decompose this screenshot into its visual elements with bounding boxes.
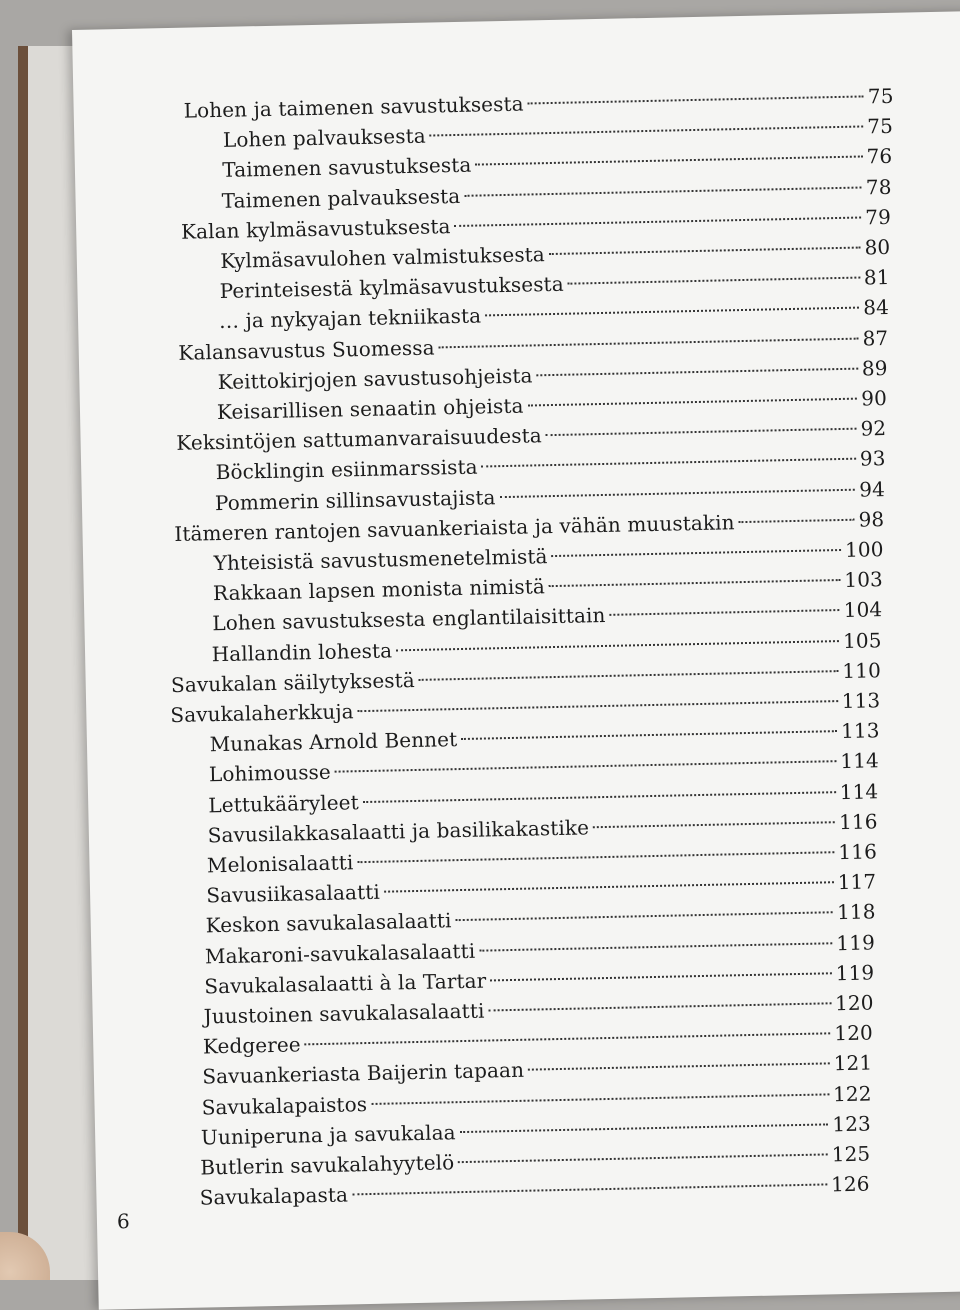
dot-leader	[458, 1153, 828, 1163]
toc-entry-page: 104	[843, 597, 883, 623]
dot-leader	[419, 670, 839, 681]
toc-entry-page: 119	[835, 960, 875, 986]
table-of-contents	[72, 11, 960, 1210]
toc-entry-page: 113	[840, 718, 880, 744]
dot-leader	[455, 912, 833, 922]
toc-entry-title: Hallandin lohesta	[211, 638, 393, 666]
page-number: 6	[116, 1209, 130, 1234]
toc-entry-title: Yhteisistä savustusmenetelmistä	[213, 544, 548, 576]
toc-entry-title: Keksintöjen sattumanvaraisuudesta	[176, 423, 543, 456]
toc-entry-title: Savukalapasta	[199, 1182, 349, 1210]
toc-entry-page: 80	[864, 234, 891, 260]
toc-entry-title: Uuniperuna ja savukalaa	[200, 1120, 456, 1150]
toc-entry-title: Makaroni-savukalasalaatti	[204, 938, 476, 969]
dot-leader	[528, 95, 864, 104]
toc-entry-page: 117	[837, 869, 877, 895]
toc-entry-page: 126	[830, 1171, 870, 1197]
toc-entry-page: 81	[863, 265, 890, 290]
toc-entry-title: Kalansavustus Suomessa	[178, 335, 435, 365]
dot-leader	[430, 126, 864, 137]
dot-leader	[460, 1123, 829, 1133]
dot-leader	[499, 488, 855, 497]
toc-entry-page: 119	[836, 929, 876, 955]
dot-leader	[464, 186, 862, 196]
toc-entry-page: 123	[832, 1111, 872, 1137]
toc-entry-title: Savukalapaistos	[201, 1091, 368, 1120]
toc-entry-title: Savukalaherkkuja	[170, 699, 354, 728]
dot-leader	[352, 1184, 827, 1196]
toc-entry-page: 76	[866, 144, 893, 169]
toc-entry-page: 105	[842, 627, 882, 653]
toc-entry-title: Lohen palvauksesta	[222, 123, 426, 153]
toc-entry-page: 79	[864, 204, 892, 230]
toc-entry-page: 116	[838, 809, 878, 834]
toc-entry-page: 120	[834, 990, 874, 1016]
toc-entry-page: 113	[841, 688, 881, 714]
toc-entry-page: 94	[858, 476, 886, 502]
dot-leader	[546, 428, 857, 437]
toc-entry-title: Keisarillisen senaatin ohjeista	[216, 393, 524, 425]
toc-entry-title: Taimenen palvauksesta	[221, 183, 461, 213]
dot-leader	[549, 579, 841, 587]
toc-entry-page: 125	[831, 1141, 871, 1167]
dot-leader	[528, 1063, 830, 1071]
toc-entry-title: Kylmäsavulohen valmistuksesta	[220, 242, 546, 273]
toc-entry-title: Itämeren rantojen savuankeriaista ja vähän muustakin	[174, 510, 735, 546]
dot-leader	[551, 549, 841, 557]
toc-entry-page: 75	[866, 114, 894, 139]
toc-entry-page: 84	[862, 295, 890, 320]
toc-entry-page: 90	[860, 386, 888, 411]
dot-leader	[335, 761, 837, 774]
toc-entry-page: 98	[858, 506, 885, 532]
toc-entry-title: Melonisalaatti	[206, 850, 354, 878]
dot-leader	[384, 881, 834, 892]
toc-entry-page: 103	[844, 567, 884, 593]
dot-leader	[363, 791, 836, 803]
book-page	[72, 11, 960, 1310]
toc-entry-page: 75	[867, 83, 894, 109]
dot-leader	[479, 942, 832, 951]
toc-entry-page: 87	[862, 325, 889, 351]
toc-entry-title: … ja nykyajan tekniikasta	[218, 303, 482, 334]
toc-entry-page: 120	[834, 1020, 874, 1046]
dot-leader	[396, 640, 839, 651]
toc-entry-page: 116	[838, 839, 878, 865]
dot-leader	[549, 247, 861, 256]
toc-entry-page: 93	[859, 446, 886, 471]
dot-leader	[739, 519, 855, 523]
toc-entry-page: 89	[861, 355, 888, 381]
toc-entry-title: Lohen savustuksesta englantilaisittain	[212, 603, 606, 636]
toc-entry-title: Munakas Arnold Bennet	[209, 727, 458, 757]
toc-entry-page: 121	[833, 1050, 873, 1076]
toc-entry-title: Juustoinen savukalasalaatti	[203, 998, 485, 1029]
toc-entry-title: Pommerin sillinsavustajista	[214, 484, 496, 515]
toc-entry-title: Savusilakkasalaatti ja basilikakastike	[207, 815, 590, 848]
toc-entry-page: 118	[836, 899, 876, 925]
dot-leader	[439, 337, 859, 348]
toc-entry-title: Lohimousse	[208, 760, 332, 787]
toc-entry-title: Taimenen savustuksesta	[222, 153, 472, 183]
toc-entry-title: Kalan kylmäsavustuksesta	[180, 213, 451, 244]
toc-entry-page: 78	[865, 174, 892, 199]
dot-leader	[536, 367, 857, 376]
toc-entry-title: Savuankeriasta Baijerin tapaan	[202, 1058, 525, 1089]
toc-entry-title: Savukalasalaatti à la Tartar	[204, 968, 487, 999]
dot-leader	[461, 730, 837, 740]
toc-entry-title: Böcklingin esiinmarssista	[215, 454, 478, 485]
dot-leader	[527, 398, 857, 407]
toc-entry-title: Keskon savukalasalaatti	[205, 908, 452, 938]
toc-entry-title: Savusiikasalaatti	[206, 879, 381, 908]
dot-leader	[488, 1002, 831, 1011]
toc-entry-page: 100	[844, 537, 884, 562]
toc-entry-title: Butlerin savukalahyytelö	[200, 1150, 455, 1180]
toc-entry-title: Perinteisestä kylmäsavustuksesta	[219, 271, 564, 304]
toc-entry-title: Keittokirjojen savustusohjeista	[217, 363, 533, 394]
dot-leader	[358, 700, 838, 712]
dot-leader	[568, 277, 860, 285]
toc-entry-title: Savukalan säilytyksestä	[170, 667, 415, 697]
dot-leader	[357, 851, 834, 863]
dot-leader	[475, 156, 862, 166]
toc-entry-title: Kedgeree	[202, 1032, 301, 1059]
dot-leader	[485, 307, 859, 317]
dot-leader	[454, 216, 861, 227]
toc-entry-page: 114	[839, 778, 879, 804]
toc-entry-title: Rakkaan lapsen monista nimistä	[212, 574, 546, 606]
toc-entry-page: 114	[840, 748, 880, 774]
toc-entry-title: Lohen ja taimenen savustuksesta	[183, 91, 524, 123]
toc-entry-page: 122	[832, 1081, 872, 1106]
dot-leader	[371, 1093, 829, 1105]
dot-leader	[593, 821, 835, 828]
toc-entry-page: 110	[842, 658, 882, 683]
dot-leader	[482, 458, 856, 468]
toc-entry-title: Lettukääryleet	[208, 789, 359, 817]
dot-leader	[609, 609, 839, 616]
dot-leader	[490, 972, 831, 981]
toc-entry-page: 92	[860, 416, 887, 441]
dot-leader	[305, 1033, 831, 1046]
